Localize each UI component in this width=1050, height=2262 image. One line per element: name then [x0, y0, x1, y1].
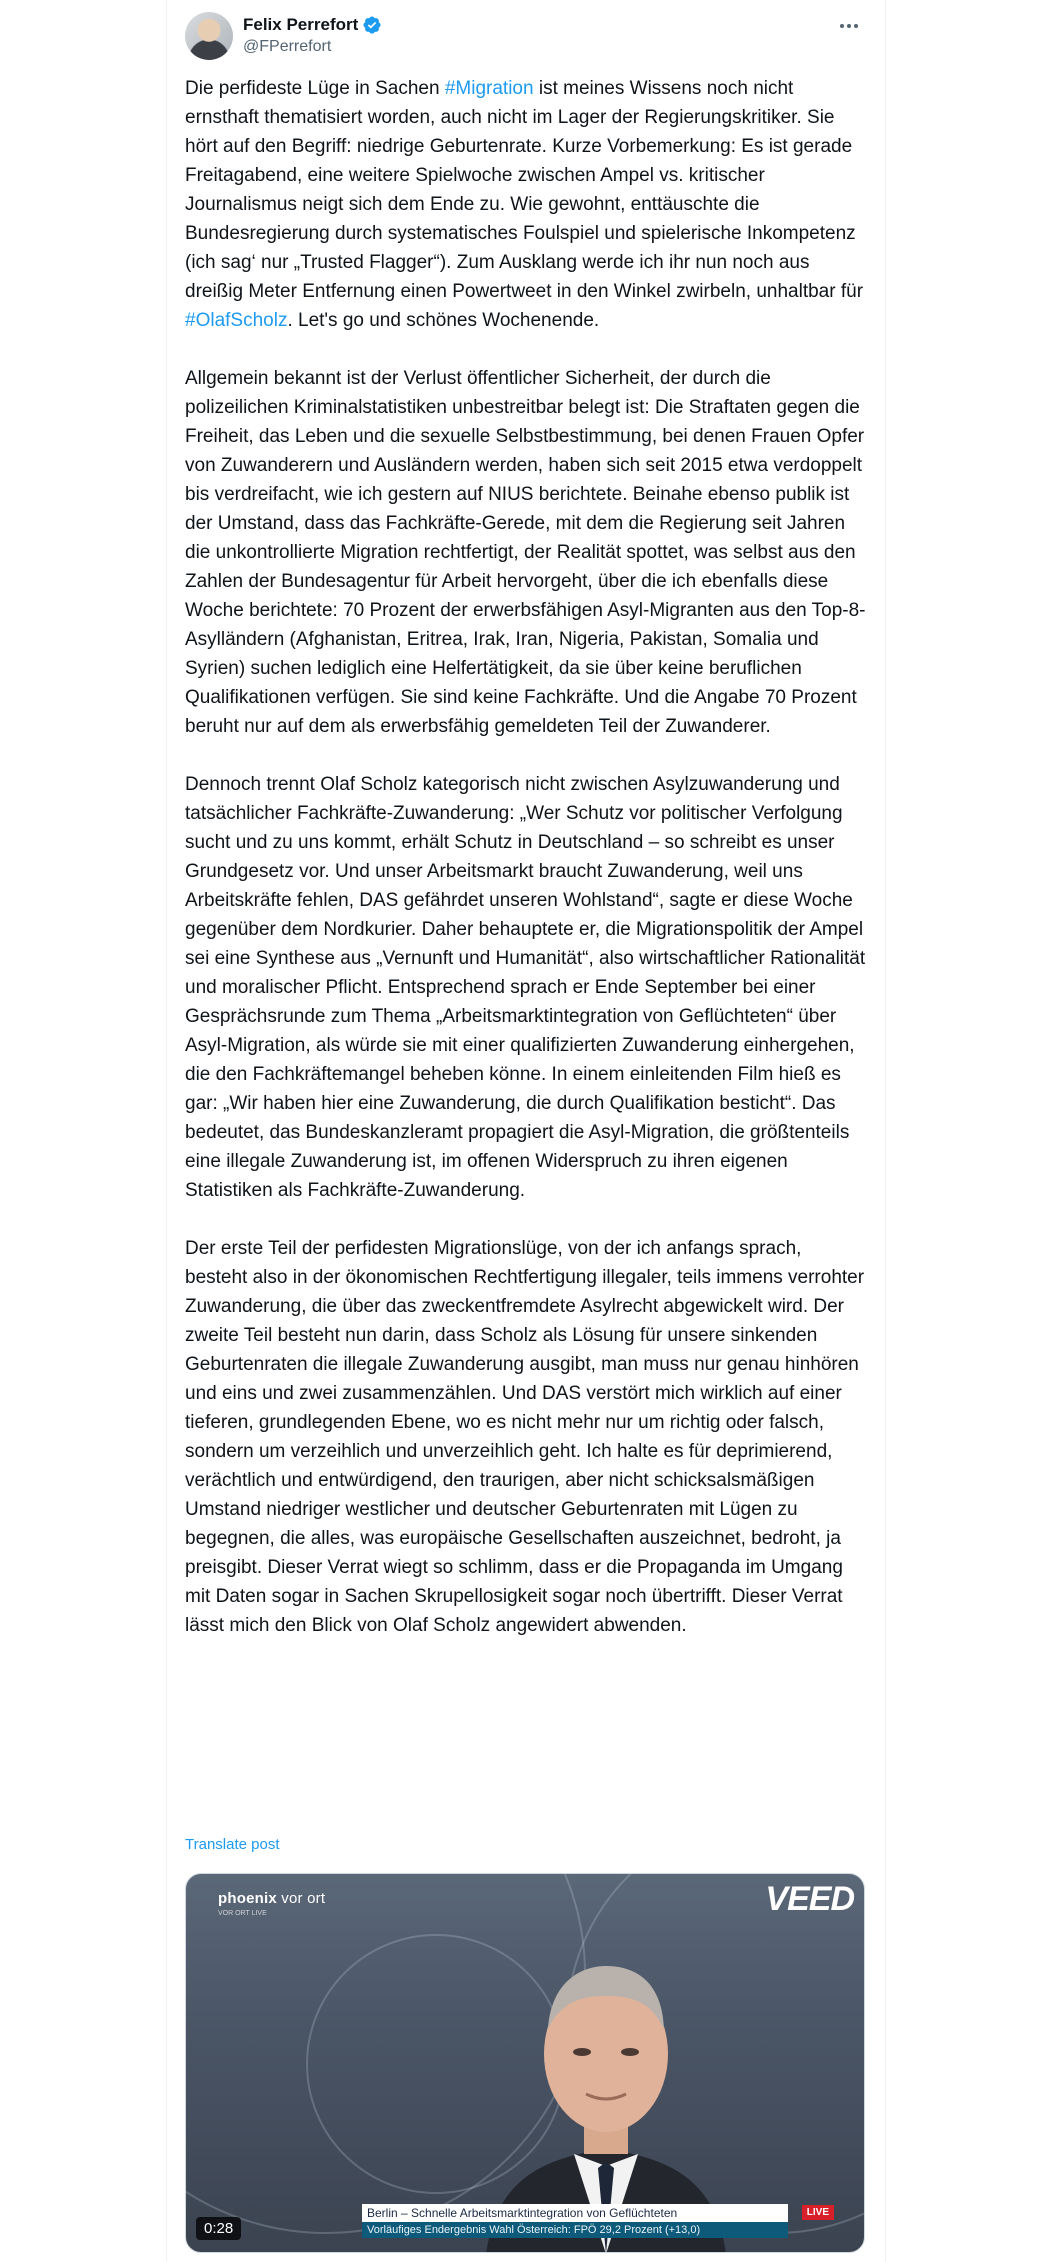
post-paragraph [185, 74, 869, 335]
lower-third-title: Berlin – Schnelle Arbeitsmarktintegration von Geflüchteten [362, 2204, 788, 2222]
post-paragraph [185, 364, 869, 741]
post-header [185, 10, 867, 62]
lower-third-subtitle: Vorläufiges Endergebnis Wahl Österreich: FPÖ 29,2 Prozent (+13,0) [362, 2222, 788, 2238]
post-text-segment: Der erste Teil der perfidesten Migrationslüge, von der ich anfangs sprach, besteht also in der ökonomischen Rechtfertigung illegaler, teils immens verrohter Zuwanderung, die über das zweckentfremdete Asylrecht abgewickelt wird. Der zweite Teil besteht nun darin, dass Scholz als Lösung für unsere sinkenden Geburtenraten die illegale Zuwanderung ausgibt, man muss nur genau hinhören und eins und zwei zusammenzählen. Und DAS verstört mich wirklich auf einer tieferen, grundlegenden Ebene, wo es nicht mehr nur um richtig oder falsch, sondern um verzeihlich und unverzeihlich geht. Ich halte es für deprimierend, verächtlich und entwürdigend, den traurigen, aber nicht schicksalsmäßigen Umstand niedriger westlicher und deutscher Geburtenraten mit Lügen zu begegnen, die alles, was europäische Gesellschaften auszeichnet, bedroht, ja preisgibt. Dieser Verrat wiegt so schlimm, dass er die Propaganda im Umgang mit Daten sogar in Sachen Skrupellosigkeit sogar noch übertrifft. Dieser Verrat lässt mich den Blick von Olaf Scholz angewidert abwenden. [185, 1238, 865, 1636]
video-player[interactable] [185, 1873, 865, 2253]
channel-logo: phoenix vor ort [218, 1890, 326, 1907]
author-handle[interactable]: @FPerrefort [243, 38, 332, 55]
more-options-icon[interactable] [833, 14, 865, 38]
post-text [185, 74, 869, 1640]
author-display-name[interactable]: Felix Perrefort [243, 15, 359, 34]
post-paragraph [185, 770, 869, 1205]
channel-sub: VOR ORT LIVE [218, 1910, 267, 1917]
post-paragraph [185, 1234, 869, 1640]
hashtag-link[interactable]: #Migration [444, 78, 534, 99]
author-block [243, 14, 382, 56]
watermark: VEED [765, 1880, 854, 1918]
lower-third [362, 2204, 788, 2238]
translate-post-link[interactable]: Translate post [185, 1836, 280, 1853]
avatar[interactable] [185, 12, 233, 60]
post-text-segment: ist meines Wissens noch nicht ernsthaft thematisiert worden, auch nicht im Lager der Regierungskritiker. Sie hört auf den Begriff: niedrige Geburtenrate. Kurze Vorbemerkung: Es ist gerade Freitagabend, eine weitere Spielwoche zwischen Ampel vs. kritischer Journalismus neigt sich dem Ende zu. Wie gewohnt, enttäuschte die Bundesregierung durch systematisches Foulspiel und spielerische Inkompetenz (ich sag‘ nur „Trusted Flagger“). Zum Ausklang werde ich ihr nun noch aus dreißig Meter Entfernung einen Powertweet in den Winkel zwirbeln, unhaltbar für [185, 78, 864, 302]
verified-badge-icon [362, 15, 382, 35]
post-card [166, 0, 886, 2262]
video-duration: 0:28 [196, 2217, 241, 2240]
post-text-segment: Die perfideste Lüge in Sachen [185, 78, 445, 99]
post-text-segment: Allgemein bekannt ist der Verlust öffentlicher Sicherheit, der durch die polizeilichen Kriminalstatistiken unbestreitbar belegt ist: Die Straftaten gegen die Freiheit, das Leben und die sexuelle Selbstbestimmung, bei denen Frauen Opfer von Zuwanderern und Ausländern werden, haben sich seit 2015 etwa verdoppelt bis verdreifacht, wie ich gestern auf NIUS berichtete. Beinahe ebenso publik ist der Umstand, dass das Fachkräfte-Gerede, mit dem die Regierung seit Jahren die unkontrollierte Migration rechtfertigt, der Realität spottet, was selbst aus den Zahlen der Bundesagentur für Arbeit hervorgeht, über die ich ebenfalls diese Woche berichtete: 70 Prozent der erwerbsfähigen Asyl-Migranten aus den Top-8-Asylländern (Afghanistan, Eritrea, Irak, Iran, Nigeria, Pakistan, Somalia und Syrien) suchen lediglich eine Helfertätigkeit, da sie über keine beruflichen Qualifikationen verfügen. Sie sind keine Fachkräfte. Und die Angabe 70 Prozent beruht nur auf dem als erwerbsfähig gemeldeten Teil der Zuwanderer. [185, 368, 866, 737]
post-text-segment: Dennoch trennt Olaf Scholz kategorisch nicht zwischen Asylzuwanderung und tatsächlicher Fachkräfte-Zuwanderung: „Wer Schutz vor politischer Verfolgung sucht und zu uns kommt, erhält Schutz in Deutschland – so schreibt es unser Grundgesetz vor. Und unser Arbeitsmarkt braucht Zuwanderung, weil uns Arbeitskräfte fehlen, DAS gefährdet unseren Wohlstand“, sagte er diese Woche gegenüber dem Nordkurier. Daher behauptete er, die Migrationspolitik der Ampel sei eine Synthese aus „Vernunft und Humanität“, also wirtschaftlicher Rationalität und moralischer Pflicht. Entsprechend sprach er Ende September bei einer Gesprächsrunde zum Thema „Arbeitsmarktintegration von Geflüchteten“ über Asyl-Migration, als würde sie mit einer qualifizierten Zuwanderung einhergehen, die den Fachkräftemangel beheben könne. In einem einleitenden Film hieß es gar: „Wir haben hier eine Zuwanderung, die durch Qualifikation besticht“. Das bedeutet, das Bundeskanzleramt propagiert die Asyl-Migration, die größtenteils eine illegale Zuwanderung ist, im offenen Widerspruch zu ihren eigenen Statistiken als Fachkräfte-Zuwanderung. [185, 774, 866, 1201]
live-badge: LIVE [802, 2205, 834, 2220]
hashtag-link[interactable]: #OlafScholz [185, 310, 288, 331]
post-text-segment: . Let's go und schönes Wochenende. [287, 310, 600, 331]
